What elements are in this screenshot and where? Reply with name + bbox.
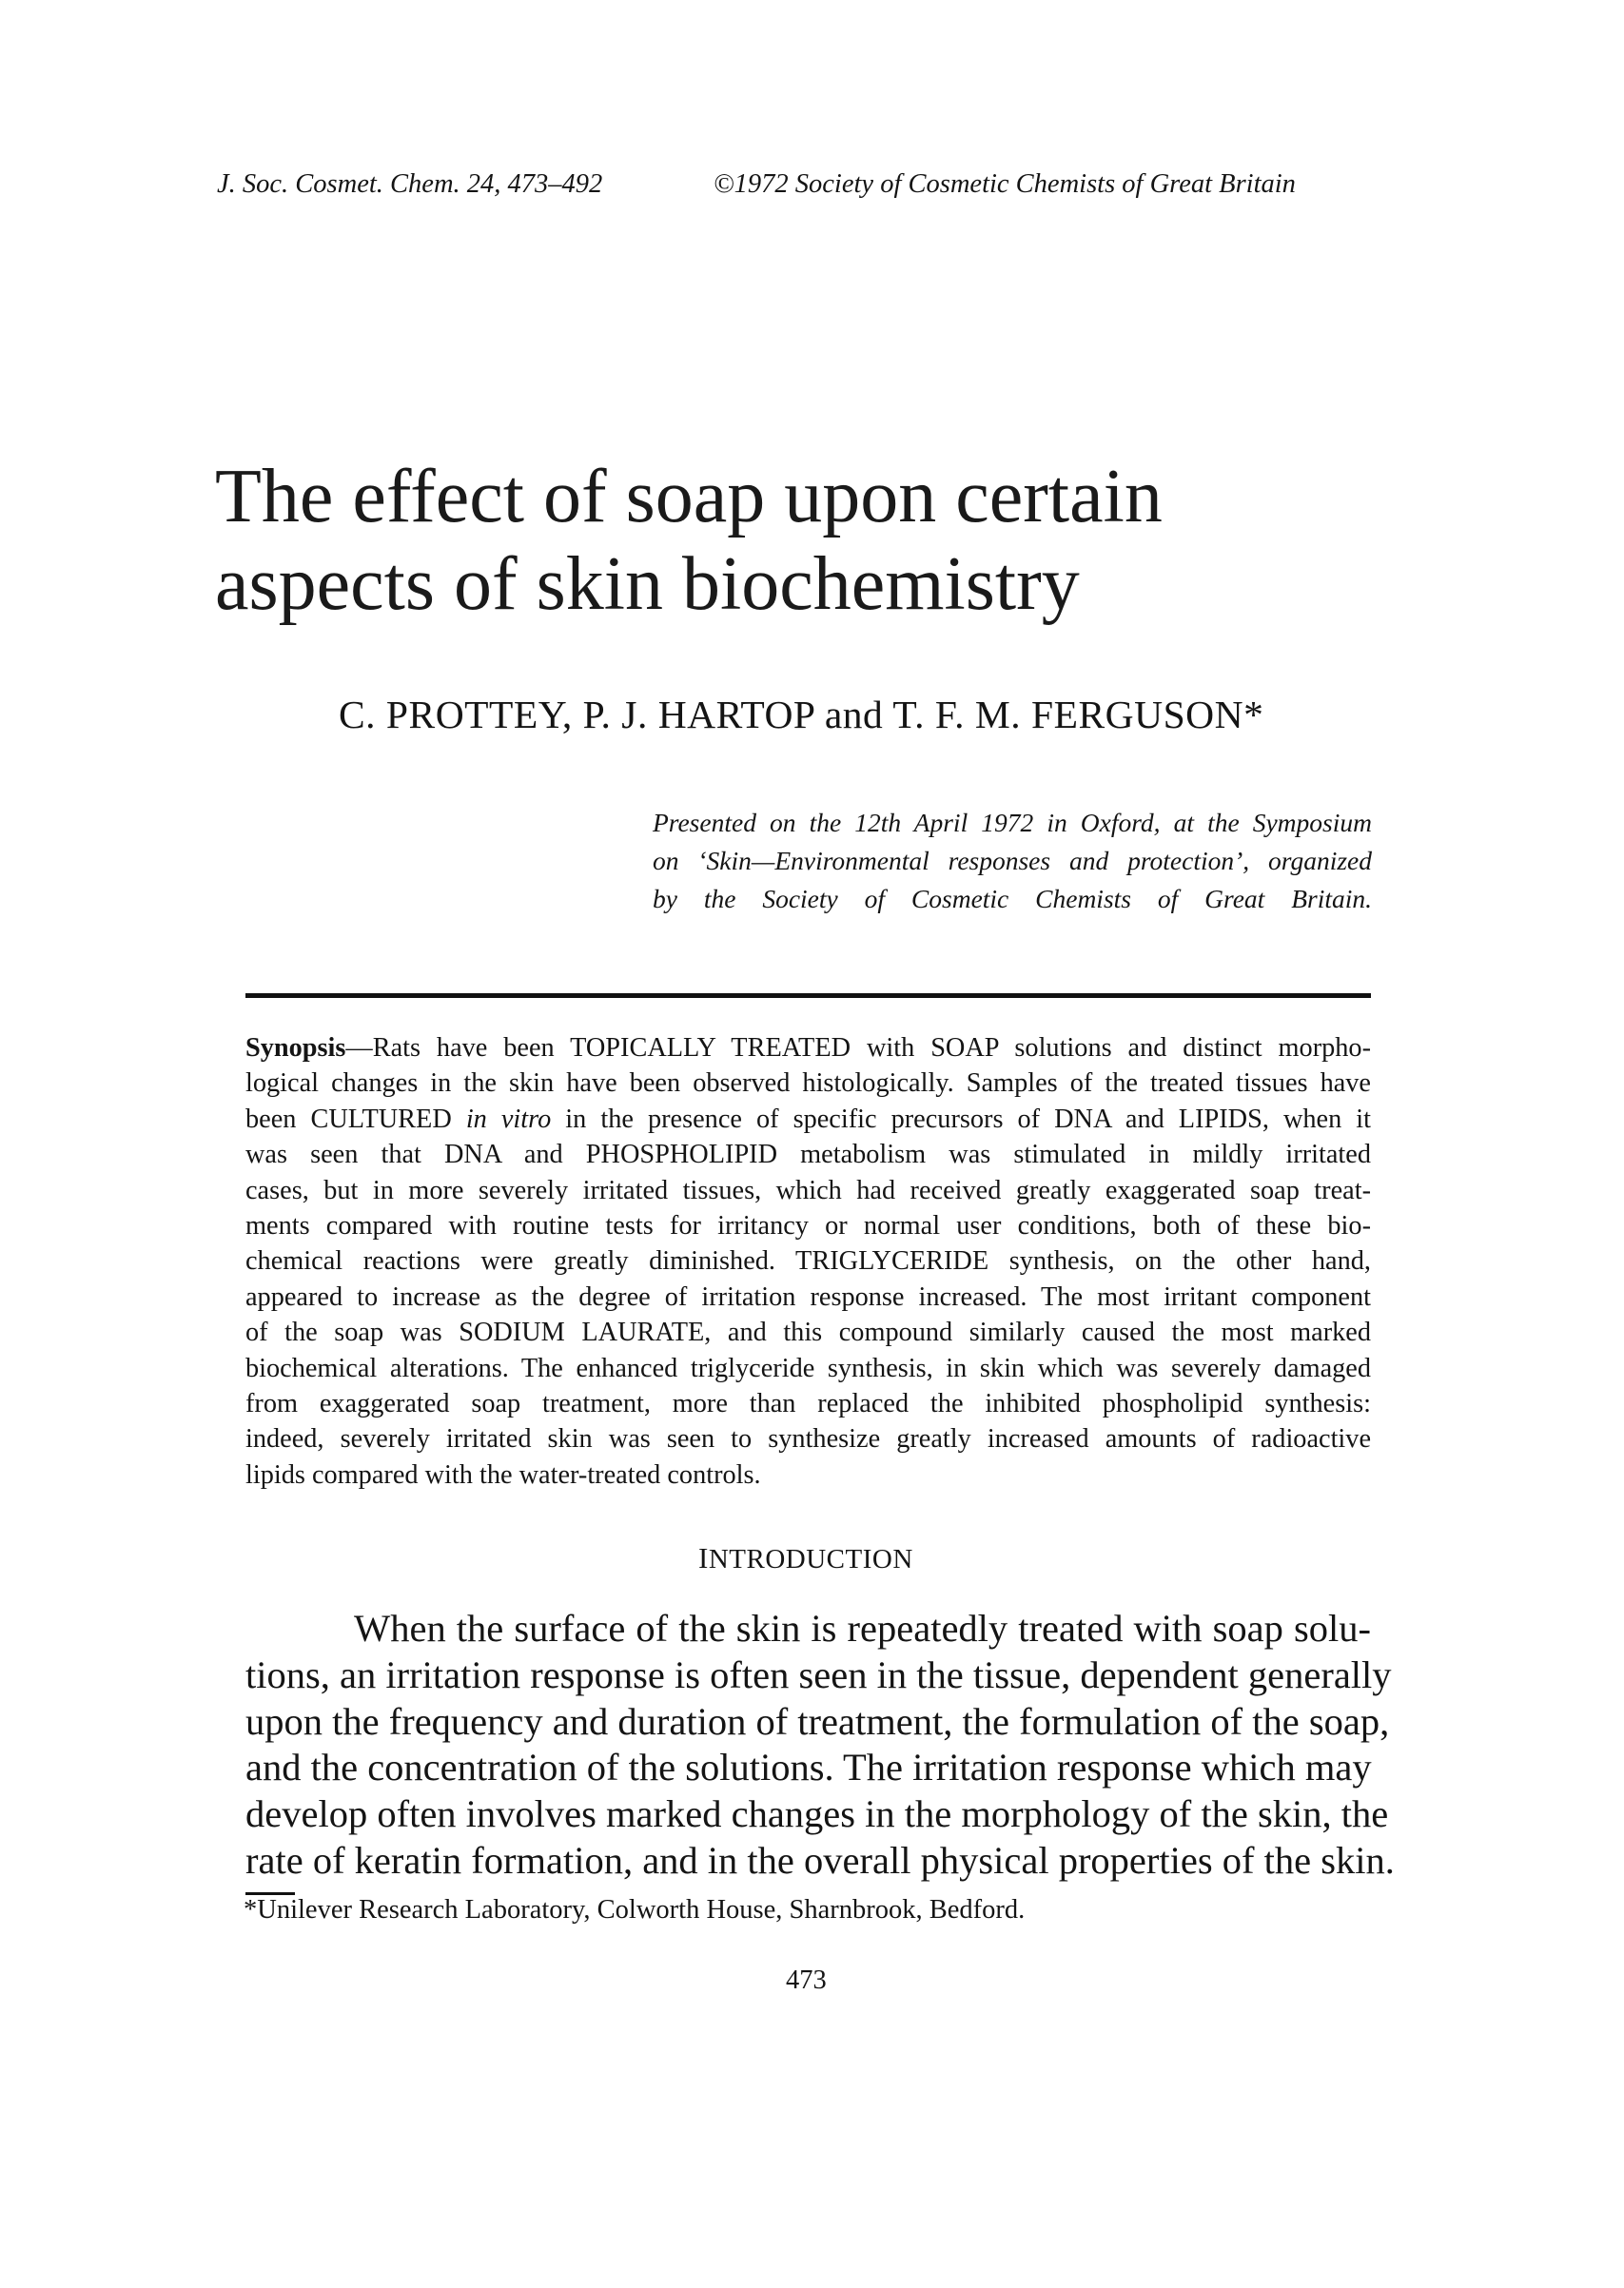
presentation-line: Presented on the 12th April 1972 in Oxford, at the Symposium (653, 808, 1372, 837)
synopsis-line: was seen that DNA and PHOSPHOLIPID metabolism was stimulated in mildly irritated (245, 1140, 1371, 1170)
copyright-notice: ©1972 Society of Cosmetic Chemists of Great Britain (714, 169, 1296, 199)
journal-citation: J. Soc. Cosmet. Chem. 24, 473–492 (217, 169, 603, 199)
body-line: tions, an irritation response is often seen in the tissue, dependent generally (245, 1652, 1392, 1696)
body-line: When the surface of the skin is repeatedly treated with soap solu- (354, 1607, 1371, 1650)
synopsis-line: chemical reactions were greatly diminished. TRIGLYCERIDE synthesis, on the other hand, (245, 1246, 1371, 1277)
synopsis-line: biochemical alterations. The enhanced triglyceride synthesis, in skin which was severely damaged (245, 1353, 1371, 1383)
synopsis-line: cases, but in more severely irritated tissues, which had received greatly exaggerated soap treat- (245, 1175, 1371, 1205)
body-line: rate of keratin formation, and in the overall physical properties of the skin. (245, 1838, 1395, 1882)
introduction-body (245, 1606, 1395, 1885)
synopsis-label: Synopsis (245, 1033, 346, 1063)
article-title (215, 453, 1452, 628)
body-line: and the concentration of the solutions. The irritation response which may (245, 1746, 1372, 1789)
synopsis-line: of the soap was SODIUM LAURATE, and this compound similarly caused the most marked (245, 1318, 1371, 1348)
synopsis-line: ments compared with routine tests for irritancy or normal user conditions, both of these bio- (245, 1211, 1371, 1242)
author-affiliation-footnote: *Unilever Research Laboratory, Colworth House, Sharnbrook, Bedford. (244, 1895, 1026, 1925)
presentation-note (653, 804, 1372, 918)
page-number: 473 (786, 1965, 827, 1995)
section-heading-introduction: INTRODUCTION (698, 1541, 913, 1574)
body-line: develop often involves marked changes in the morphology of the skin, the (245, 1792, 1389, 1836)
author-list: C. PROTTEY, P. J. HARTOP and T. F. M. FERGUSON* (339, 693, 1264, 736)
synopsis-line: from exaggerated soap treatment, more than replaced the inhibited phospholipid synthesis: (245, 1389, 1371, 1419)
title-line-2: aspects of skin biochemistry (215, 542, 1080, 626)
body-line: upon the frequency and duration of treatment, the formulation of the soap, (245, 1699, 1390, 1743)
synopsis-line: indeed, severely irritated skin was seen to synthesize greatly increased amounts of radioactive (245, 1424, 1371, 1455)
section-divider (245, 993, 1371, 998)
presentation-line: on ‘Skin—Environmental responses and protection’, organized (653, 846, 1372, 875)
title-line-1: The effect of soap upon certain (215, 455, 1163, 538)
synopsis-line: lipids compared with the water-treated controls. (245, 1459, 761, 1490)
synopsis-line: appeared to increase as the degree of irritation response increased. The most irritant component (245, 1281, 1371, 1312)
synopsis-line: logical changes in the skin have been observed histologically. Samples of the treated tissues have (245, 1068, 1371, 1099)
synopsis-line: Synopsis—Rats have been TOPICALLY TREATED with SOAP solutions and distinct morpho- (245, 1033, 1371, 1063)
synopsis (245, 1030, 1371, 1493)
synopsis-line: been CULTURED in vitro in the presence of specific precursors of DNA and LIPIDS, when it (245, 1104, 1371, 1134)
presentation-line: by the Society of Cosmetic Chemists of Great Britain. (653, 884, 1372, 913)
